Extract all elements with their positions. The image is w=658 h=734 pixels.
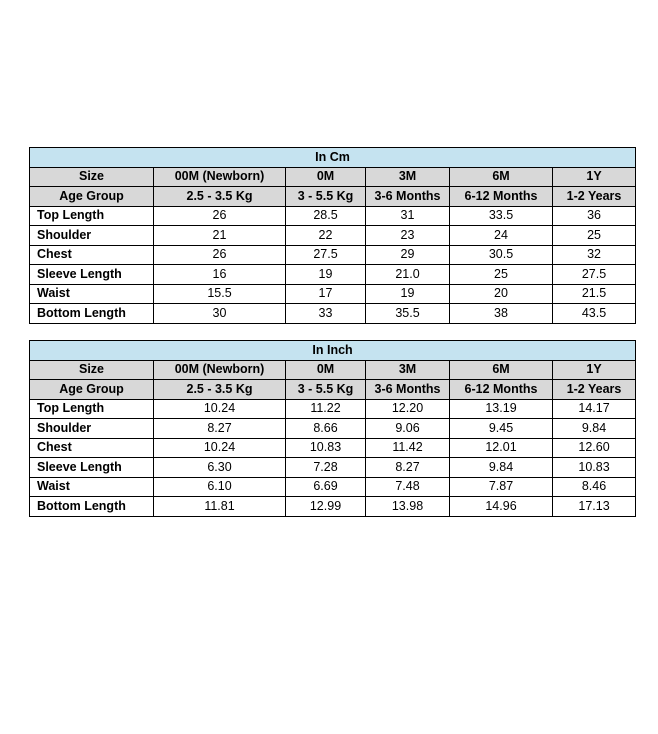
table-cell: 8.27 (154, 419, 286, 439)
table-cell: 9.84 (450, 458, 553, 478)
column-header: Size (30, 360, 154, 380)
table-cell: 9.84 (553, 419, 636, 439)
table-cell: 11.22 (286, 399, 366, 419)
table-cell: 25 (553, 226, 636, 246)
table-caption: In Cm (30, 148, 636, 168)
table-cell: 6.30 (154, 458, 286, 478)
table-row (30, 477, 636, 497)
table-cell: 7.28 (286, 458, 366, 478)
size-chart-cm-table (29, 147, 636, 324)
age-group-row (30, 380, 636, 400)
table-cell: 11.42 (366, 438, 450, 458)
column-header: 3 - 5.5 Kg (286, 380, 366, 400)
table-cell: 12.60 (553, 438, 636, 458)
row-label: Top Length (30, 399, 154, 419)
table-cell: 21 (154, 226, 286, 246)
table-cell: 12.20 (366, 399, 450, 419)
table-row (30, 245, 636, 265)
column-header: 0M (286, 167, 366, 187)
table-cell: 7.48 (366, 477, 450, 497)
table-cell: 24 (450, 226, 553, 246)
table-cell: 15.5 (154, 284, 286, 304)
row-label: Bottom Length (30, 497, 154, 517)
column-header: 1Y (553, 167, 636, 187)
table-cell: 32 (553, 245, 636, 265)
table-row (30, 304, 636, 324)
column-header: 2.5 - 3.5 Kg (154, 380, 286, 400)
table-cell: 25 (450, 265, 553, 285)
table-cell: 26 (154, 245, 286, 265)
table-cell: 30.5 (450, 245, 553, 265)
column-header: 1Y (553, 360, 636, 380)
table-cell: 28.5 (286, 206, 366, 226)
table-cell: 9.06 (366, 419, 450, 439)
column-header: 6M (450, 167, 553, 187)
row-label: Waist (30, 477, 154, 497)
table-caption-row (30, 341, 636, 361)
table-cell: 29 (366, 245, 450, 265)
table-cell: 22 (286, 226, 366, 246)
table-cell: 31 (366, 206, 450, 226)
table-cell: 21.0 (366, 265, 450, 285)
column-header: 6-12 Months (450, 187, 553, 207)
table-caption: In Inch (30, 341, 636, 361)
column-header: 3M (366, 360, 450, 380)
table-row (30, 438, 636, 458)
column-header: 3M (366, 167, 450, 187)
row-label: Top Length (30, 206, 154, 226)
table-cell: 6.10 (154, 477, 286, 497)
table-cell: 17 (286, 284, 366, 304)
table-cell: 13.98 (366, 497, 450, 517)
column-header: 1-2 Years (553, 380, 636, 400)
row-label: Shoulder (30, 419, 154, 439)
table-row (30, 419, 636, 439)
row-label: Waist (30, 284, 154, 304)
table-cell: 10.24 (154, 438, 286, 458)
row-label: Chest (30, 438, 154, 458)
table-cell: 35.5 (366, 304, 450, 324)
table-cell: 7.87 (450, 477, 553, 497)
table-cell: 12.01 (450, 438, 553, 458)
column-header: 3 - 5.5 Kg (286, 187, 366, 207)
size-chart-inch-table (29, 340, 636, 517)
row-label: Chest (30, 245, 154, 265)
table-row (30, 265, 636, 285)
table-cell: 27.5 (286, 245, 366, 265)
row-label: Sleeve Length (30, 265, 154, 285)
table-cell: 8.66 (286, 419, 366, 439)
table-row (30, 497, 636, 517)
table-cell: 10.24 (154, 399, 286, 419)
column-header: Size (30, 167, 154, 187)
table-cell: 8.46 (553, 477, 636, 497)
table-cell: 19 (286, 265, 366, 285)
table-cell: 14.17 (553, 399, 636, 419)
table-cell: 38 (450, 304, 553, 324)
table-row (30, 458, 636, 478)
table-cell: 43.5 (553, 304, 636, 324)
table-cell: 16 (154, 265, 286, 285)
column-header: 1-2 Years (553, 187, 636, 207)
table-caption-row (30, 148, 636, 168)
table-cell: 26 (154, 206, 286, 226)
column-header: 3-6 Months (366, 187, 450, 207)
table-cell: 8.27 (366, 458, 450, 478)
table-cell: 14.96 (450, 497, 553, 517)
table-cell: 9.45 (450, 419, 553, 439)
table-cell: 13.19 (450, 399, 553, 419)
row-label: Sleeve Length (30, 458, 154, 478)
column-header: Age Group (30, 187, 154, 207)
table-cell: 33.5 (450, 206, 553, 226)
column-header: 00M (Newborn) (154, 167, 286, 187)
row-label: Bottom Length (30, 304, 154, 324)
age-group-row (30, 187, 636, 207)
size-header-row (30, 360, 636, 380)
row-label: Shoulder (30, 226, 154, 246)
column-header: 0M (286, 360, 366, 380)
table-cell: 30 (154, 304, 286, 324)
size-header-row (30, 167, 636, 187)
table-cell: 36 (553, 206, 636, 226)
table-cell: 20 (450, 284, 553, 304)
table-row (30, 284, 636, 304)
table-row (30, 206, 636, 226)
column-header: 3-6 Months (366, 380, 450, 400)
table-cell: 17.13 (553, 497, 636, 517)
table-cell: 27.5 (553, 265, 636, 285)
column-header: 00M (Newborn) (154, 360, 286, 380)
table-cell: 6.69 (286, 477, 366, 497)
table-cell: 10.83 (286, 438, 366, 458)
column-header: 6-12 Months (450, 380, 553, 400)
table-cell: 11.81 (154, 497, 286, 517)
table-cell: 23 (366, 226, 450, 246)
column-header: 6M (450, 360, 553, 380)
table-cell: 21.5 (553, 284, 636, 304)
column-header: Age Group (30, 380, 154, 400)
table-cell: 19 (366, 284, 450, 304)
column-header: 2.5 - 3.5 Kg (154, 187, 286, 207)
table-cell: 10.83 (553, 458, 636, 478)
table-row (30, 226, 636, 246)
table-cell: 12.99 (286, 497, 366, 517)
table-row (30, 399, 636, 419)
table-cell: 33 (286, 304, 366, 324)
